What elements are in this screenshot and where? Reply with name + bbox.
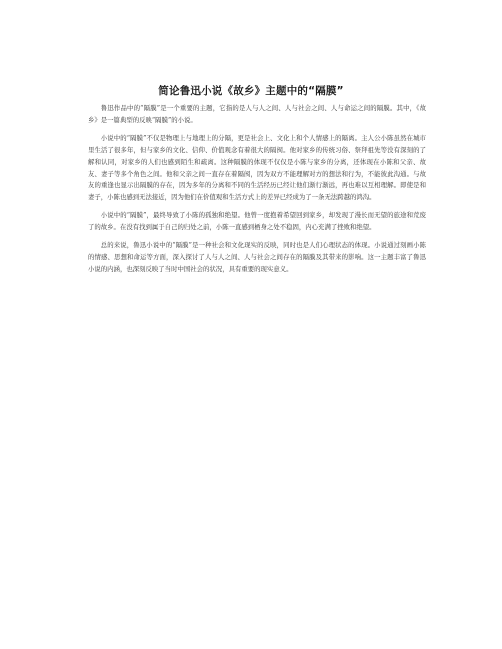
document-title: 简论鲁迅小说《故乡》主题中的“隔膜” [158,85,344,97]
paragraph-conclusion: 总的来说，鲁迅小说中的“隔膜”是一种社会和文化现实的反映，同时也是人们心理状态的体现。小说通过刻画小陈的情感、思想和命运等方面，深入探讨了人与人之间、人与社会之间存在的隔膜及其带来的影响。这一主题丰富了鲁迅小说的内涵，也深刻反映了当时中国社会的状况，具有重要的现实意义。 [88,241,426,273]
paragraph-intro: 鲁迅作品中的“隔膜”是一个重要的主题，它指的是人与人之间、人与社会之间、人与命运之间的隔膜。其中，《故乡》是一篇典型的反映“隔膜”的小说。 [88,104,426,124]
document-body [88,103,426,282]
paragraph-isolation: 小说中的“隔膜”不仅是物理上与地理上的分隔，更是社会上、文化上和个人情感上的隔离。主人公小陈虽然在城市里生活了很多年，但与家乡的文化、信仰、价值观念有着很大的隔阂。他对家乡的传统习俗、祭拜祖先等没有深刻的了解和认同，对家乡的人们也感到陌生和疏离。这种隔膜的体现不仅仅是小陈与家乡的分离，还体现在小陈和父亲、故友、妻子等多个角色之间。他和父亲之间一直存在着隔阂，因为双方不能理解对方的想法和行为，不能彼此沟通。与故友的重逢也显示出隔膜的存在，因为多年的分离和不同的生活经历已经让他们渐行渐远，再也难以互相理解。即使是和妻子，小陈也感到无法接近，因为他们在价值观和生活方式上的差异已经成为了一条无法跨越的鸿沟。 [88,133,426,202]
paragraph-despair: 小说中的“隔膜”，最终导致了小陈的孤独和绝望。他曾一度抱着希望回到家乡，却发现了漫长而无望的旅途和荒废了的故乡。在没有找到属于自己的归处之前，小陈一直感到栖身之处不稳固，内心充满了挫败和绝望。 [88,211,426,232]
